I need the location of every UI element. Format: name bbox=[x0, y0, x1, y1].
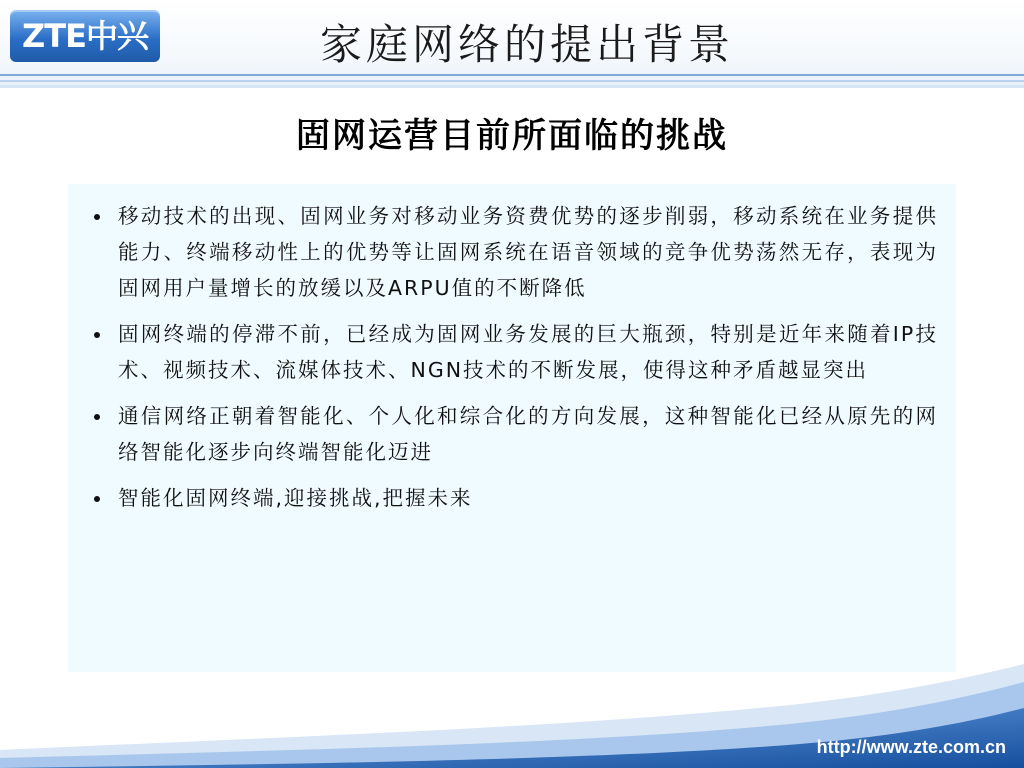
slide-subtitle: 固网运营目前所面临的挑战 bbox=[296, 116, 728, 156]
bullet-dot-icon bbox=[94, 414, 100, 420]
bullet-text: 通信网络正朝着智能化、个人化和综合化的方向发展，这种智能化已经从原先的网络智能化逐步向终端智能化迈进 bbox=[118, 404, 938, 464]
bullet-text: 固网终端的停滞不前，已经成为固网业务发展的巨大瓶颈，特别是近年来随着IP技术、视频技术、流媒体技术、NGN技术的不断发展，使得这种矛盾越显突出 bbox=[118, 322, 938, 382]
zte-logo: ZTE中兴 bbox=[10, 10, 160, 62]
header-bar bbox=[0, 0, 1024, 88]
footer-url[interactable]: http://www.zte.com.cn bbox=[816, 737, 1006, 757]
bullet-dot-icon bbox=[94, 214, 100, 220]
content-box bbox=[68, 184, 956, 672]
bullet-text: 智能化固网终端,迎接挑战,把握未来 bbox=[118, 486, 473, 510]
header-stripe bbox=[0, 85, 1024, 88]
bullet-dot-icon bbox=[94, 332, 100, 338]
bullet-item bbox=[82, 480, 938, 516]
bullet-item bbox=[82, 316, 938, 388]
bullet-list bbox=[82, 198, 938, 516]
bullet-item bbox=[82, 398, 938, 470]
header-stripe bbox=[0, 80, 1024, 82]
bullet-dot-icon bbox=[94, 496, 100, 502]
bullet-item bbox=[82, 198, 938, 306]
page-title: 家庭网络的提出背景 bbox=[320, 20, 735, 69]
bullet-text: 移动技术的出现、固网业务对移动业务资费优势的逐步削弱，移动系统在业务提供能力、终端移动性上的优势等让固网系统在语音领域的竞争优势荡然无存，表现为固网用户量增长的放缓以及ARPU值的不断降低 bbox=[118, 204, 938, 300]
header-stripe bbox=[0, 74, 1024, 76]
